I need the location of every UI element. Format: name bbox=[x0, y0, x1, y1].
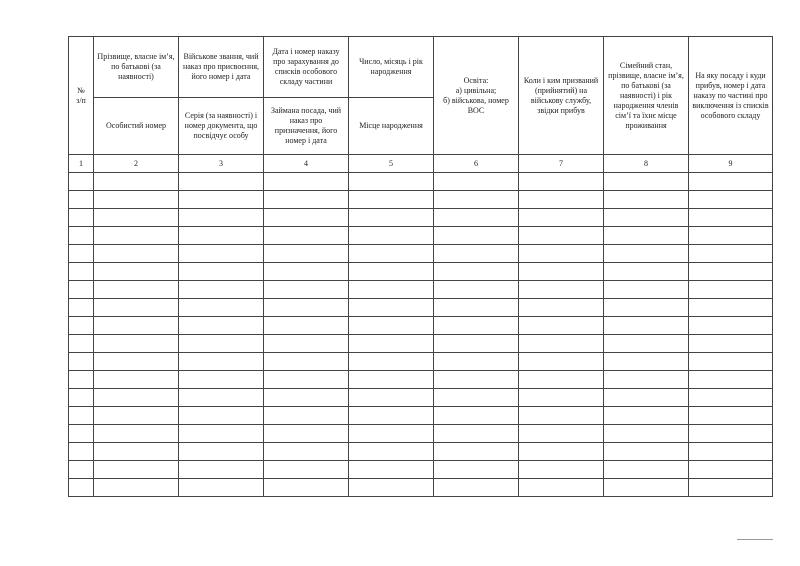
table-cell[interactable] bbox=[69, 227, 94, 245]
table-cell[interactable] bbox=[604, 335, 689, 353]
table-cell[interactable] bbox=[94, 263, 179, 281]
header-family-status: Сімейний стан, прізвище, власне ім’я, по батькові (за наявності) і рік народження членів сім’ї та їхнє місце проживання bbox=[604, 37, 689, 155]
personnel-register-table bbox=[68, 36, 773, 497]
table-cell[interactable] bbox=[69, 173, 94, 191]
column-number: 2 bbox=[94, 155, 179, 173]
table-cell[interactable] bbox=[69, 353, 94, 371]
table-cell[interactable] bbox=[264, 245, 349, 263]
table-row bbox=[69, 479, 773, 497]
footer-rule bbox=[737, 539, 773, 540]
table-cell[interactable] bbox=[264, 281, 349, 299]
table-cell[interactable] bbox=[94, 227, 179, 245]
table-cell[interactable] bbox=[434, 389, 519, 407]
table-cell[interactable] bbox=[69, 389, 94, 407]
table-cell[interactable] bbox=[519, 263, 604, 281]
table-cell[interactable] bbox=[264, 407, 349, 425]
header-id-document: Серія (за наявності) і номер документа, що посвідчує особу bbox=[179, 98, 264, 155]
table-cell[interactable] bbox=[349, 209, 434, 227]
table-cell[interactable] bbox=[69, 299, 94, 317]
table-cell[interactable] bbox=[179, 317, 264, 335]
table-cell[interactable] bbox=[604, 461, 689, 479]
table-cell[interactable] bbox=[604, 227, 689, 245]
table-cell[interactable] bbox=[434, 443, 519, 461]
table-cell[interactable] bbox=[604, 281, 689, 299]
table-cell[interactable] bbox=[689, 443, 773, 461]
table-row bbox=[69, 263, 773, 281]
table-cell[interactable] bbox=[69, 407, 94, 425]
table-cell[interactable] bbox=[94, 353, 179, 371]
table-cell[interactable] bbox=[69, 443, 94, 461]
header-birth-place: Місце народження bbox=[349, 98, 434, 155]
table-row bbox=[69, 191, 773, 209]
table-cell[interactable] bbox=[604, 263, 689, 281]
table-cell[interactable] bbox=[604, 425, 689, 443]
table-cell[interactable] bbox=[434, 263, 519, 281]
table-cell[interactable] bbox=[94, 407, 179, 425]
table-row bbox=[69, 407, 773, 425]
table-cell[interactable] bbox=[604, 173, 689, 191]
table-cell[interactable] bbox=[519, 209, 604, 227]
table-cell[interactable] bbox=[69, 191, 94, 209]
table-cell[interactable] bbox=[179, 173, 264, 191]
table-cell[interactable] bbox=[264, 173, 349, 191]
table-cell[interactable] bbox=[69, 461, 94, 479]
table-cell[interactable] bbox=[689, 335, 773, 353]
table-cell[interactable] bbox=[94, 425, 179, 443]
header-education: Освіта: а) цивільна; б) військова, номер ВОС bbox=[434, 37, 519, 155]
table-cell[interactable] bbox=[689, 173, 773, 191]
table-cell[interactable] bbox=[604, 317, 689, 335]
table-cell[interactable] bbox=[94, 317, 179, 335]
table-cell[interactable] bbox=[94, 371, 179, 389]
table-cell[interactable] bbox=[434, 245, 519, 263]
table-row bbox=[69, 299, 773, 317]
table-cell[interactable] bbox=[604, 443, 689, 461]
table-cell[interactable] bbox=[434, 317, 519, 335]
table-cell[interactable] bbox=[94, 173, 179, 191]
table-cell[interactable] bbox=[519, 461, 604, 479]
table-cell[interactable] bbox=[179, 443, 264, 461]
table-cell[interactable] bbox=[689, 407, 773, 425]
table-cell[interactable] bbox=[264, 425, 349, 443]
table-cell[interactable] bbox=[434, 407, 519, 425]
table-cell[interactable] bbox=[349, 407, 434, 425]
table-cell[interactable] bbox=[434, 425, 519, 443]
table-cell[interactable] bbox=[349, 479, 434, 497]
table-cell[interactable] bbox=[179, 407, 264, 425]
table-cell[interactable] bbox=[519, 335, 604, 353]
table-cell[interactable] bbox=[264, 209, 349, 227]
table-cell[interactable] bbox=[689, 371, 773, 389]
table-cell[interactable] bbox=[179, 371, 264, 389]
table-cell[interactable] bbox=[179, 335, 264, 353]
table-cell[interactable] bbox=[519, 425, 604, 443]
table-row bbox=[69, 461, 773, 479]
table-cell[interactable] bbox=[689, 191, 773, 209]
table-cell[interactable] bbox=[69, 281, 94, 299]
table-cell[interactable] bbox=[264, 461, 349, 479]
header-conscription: Коли і ким призваний (прийнятий) на військову службу, звідки прибув bbox=[519, 37, 604, 155]
table-cell[interactable] bbox=[519, 281, 604, 299]
table-cell[interactable] bbox=[434, 479, 519, 497]
table-cell[interactable] bbox=[69, 425, 94, 443]
table-row bbox=[69, 335, 773, 353]
table-row bbox=[69, 353, 773, 371]
table-cell[interactable] bbox=[179, 425, 264, 443]
table-cell[interactable] bbox=[519, 443, 604, 461]
table-cell[interactable] bbox=[519, 245, 604, 263]
table-cell[interactable] bbox=[94, 191, 179, 209]
table-cell[interactable] bbox=[264, 479, 349, 497]
column-number: 9 bbox=[689, 155, 773, 173]
table-cell[interactable] bbox=[604, 353, 689, 371]
table-cell[interactable] bbox=[689, 425, 773, 443]
table-cell[interactable] bbox=[519, 353, 604, 371]
table-cell[interactable] bbox=[349, 371, 434, 389]
header-row-top bbox=[69, 37, 773, 98]
table-cell[interactable] bbox=[689, 209, 773, 227]
table-cell[interactable] bbox=[689, 245, 773, 263]
table-cell[interactable] bbox=[689, 389, 773, 407]
table-cell[interactable] bbox=[604, 299, 689, 317]
table-cell[interactable] bbox=[94, 299, 179, 317]
table-cell[interactable] bbox=[604, 371, 689, 389]
table-cell[interactable] bbox=[94, 245, 179, 263]
table-cell[interactable] bbox=[349, 461, 434, 479]
table-cell[interactable] bbox=[264, 353, 349, 371]
table-cell[interactable] bbox=[349, 227, 434, 245]
table-cell[interactable] bbox=[349, 263, 434, 281]
header-full-name: Прізвище, власне ім’я, по батькові (за наявності) bbox=[94, 37, 179, 98]
table-cell[interactable] bbox=[179, 389, 264, 407]
table-cell[interactable] bbox=[94, 335, 179, 353]
header-position: Займана посада, чий наказ про призначення, його номер і дата bbox=[264, 98, 349, 155]
table-cell[interactable] bbox=[519, 371, 604, 389]
table-cell[interactable] bbox=[69, 263, 94, 281]
table-cell[interactable] bbox=[264, 371, 349, 389]
table-cell[interactable] bbox=[264, 443, 349, 461]
table-cell[interactable] bbox=[689, 227, 773, 245]
table-cell[interactable] bbox=[434, 209, 519, 227]
table-row bbox=[69, 281, 773, 299]
table-cell[interactable] bbox=[604, 191, 689, 209]
table-cell[interactable] bbox=[519, 191, 604, 209]
table-cell[interactable] bbox=[349, 389, 434, 407]
table-cell[interactable] bbox=[689, 263, 773, 281]
table-cell[interactable] bbox=[434, 371, 519, 389]
table-cell[interactable] bbox=[349, 191, 434, 209]
table-cell[interactable] bbox=[264, 263, 349, 281]
table-cell[interactable] bbox=[519, 389, 604, 407]
column-number: 4 bbox=[264, 155, 349, 173]
table-row bbox=[69, 173, 773, 191]
table-cell[interactable] bbox=[94, 479, 179, 497]
table-cell[interactable] bbox=[179, 479, 264, 497]
table-cell[interactable] bbox=[94, 389, 179, 407]
table-cell[interactable] bbox=[519, 299, 604, 317]
column-number: 8 bbox=[604, 155, 689, 173]
table-cell[interactable] bbox=[349, 335, 434, 353]
table-cell[interactable] bbox=[179, 461, 264, 479]
table-cell[interactable] bbox=[519, 317, 604, 335]
table-cell[interactable] bbox=[179, 191, 264, 209]
table-cell[interactable] bbox=[604, 479, 689, 497]
table-cell[interactable] bbox=[264, 335, 349, 353]
table-row bbox=[69, 209, 773, 227]
table-cell[interactable] bbox=[434, 173, 519, 191]
table-cell[interactable] bbox=[689, 317, 773, 335]
table-cell[interactable] bbox=[264, 191, 349, 209]
table-cell[interactable] bbox=[69, 317, 94, 335]
table-cell[interactable] bbox=[689, 353, 773, 371]
header-enrollment-order: Дата і номер наказу про зарахування до списків особового складу частини bbox=[264, 37, 349, 98]
table-cell[interactable] bbox=[434, 299, 519, 317]
table-cell[interactable] bbox=[179, 281, 264, 299]
table-cell[interactable] bbox=[349, 443, 434, 461]
table-cell[interactable] bbox=[434, 227, 519, 245]
table-cell[interactable] bbox=[519, 407, 604, 425]
table-cell[interactable] bbox=[434, 281, 519, 299]
header-exclusion: На яку посаду і куди прибув, номер і дата наказу по частині про виключення із списків особового складу bbox=[689, 37, 773, 155]
header-military-rank: Військове звання, чий наказ про присвоєння, його номер і дата bbox=[179, 37, 264, 98]
table-cell[interactable] bbox=[349, 353, 434, 371]
table-row bbox=[69, 371, 773, 389]
table-cell[interactable] bbox=[69, 209, 94, 227]
table-cell[interactable] bbox=[689, 479, 773, 497]
column-number-row bbox=[69, 155, 773, 173]
table-cell[interactable] bbox=[94, 443, 179, 461]
table-row bbox=[69, 389, 773, 407]
table-cell[interactable] bbox=[264, 317, 349, 335]
table-cell[interactable] bbox=[519, 479, 604, 497]
table-cell[interactable] bbox=[94, 281, 179, 299]
table-cell[interactable] bbox=[689, 281, 773, 299]
table-row bbox=[69, 227, 773, 245]
table-cell[interactable] bbox=[349, 281, 434, 299]
table-cell[interactable] bbox=[434, 353, 519, 371]
table-cell[interactable] bbox=[94, 209, 179, 227]
table-cell[interactable] bbox=[264, 227, 349, 245]
table-cell[interactable] bbox=[179, 263, 264, 281]
table-cell[interactable] bbox=[349, 425, 434, 443]
table-cell[interactable] bbox=[349, 173, 434, 191]
table-cell[interactable] bbox=[69, 245, 94, 263]
table-cell[interactable] bbox=[69, 335, 94, 353]
table-cell[interactable] bbox=[349, 245, 434, 263]
table-cell[interactable] bbox=[94, 461, 179, 479]
table-cell[interactable] bbox=[604, 407, 689, 425]
column-number: 5 bbox=[349, 155, 434, 173]
table-cell[interactable] bbox=[69, 479, 94, 497]
table-cell[interactable] bbox=[179, 299, 264, 317]
table-cell[interactable] bbox=[349, 317, 434, 335]
table-cell[interactable] bbox=[434, 191, 519, 209]
table-cell[interactable] bbox=[179, 227, 264, 245]
table-row bbox=[69, 443, 773, 461]
table-cell[interactable] bbox=[264, 299, 349, 317]
column-number: 7 bbox=[519, 155, 604, 173]
column-number: 1 bbox=[69, 155, 94, 173]
table-cell[interactable] bbox=[434, 461, 519, 479]
table-cell[interactable] bbox=[604, 209, 689, 227]
table-cell[interactable] bbox=[519, 227, 604, 245]
table-cell[interactable] bbox=[264, 389, 349, 407]
table-cell[interactable] bbox=[179, 353, 264, 371]
table-cell[interactable] bbox=[179, 209, 264, 227]
table-row bbox=[69, 245, 773, 263]
table-row bbox=[69, 425, 773, 443]
table-cell[interactable] bbox=[349, 299, 434, 317]
header-personal-number: Особистий номер bbox=[94, 98, 179, 155]
table-cell[interactable] bbox=[689, 461, 773, 479]
header-birth-date: Число, місяць і рік народження bbox=[349, 37, 434, 98]
table-cell[interactable] bbox=[179, 245, 264, 263]
table-cell[interactable] bbox=[604, 245, 689, 263]
table-row bbox=[69, 317, 773, 335]
column-number: 6 bbox=[434, 155, 519, 173]
table-body bbox=[69, 173, 773, 497]
table-cell[interactable] bbox=[689, 299, 773, 317]
column-number: 3 bbox=[179, 155, 264, 173]
header-number: № з/п bbox=[69, 37, 94, 155]
table-cell[interactable] bbox=[519, 173, 604, 191]
table-cell[interactable] bbox=[604, 389, 689, 407]
table-cell[interactable] bbox=[69, 371, 94, 389]
table-cell[interactable] bbox=[434, 335, 519, 353]
